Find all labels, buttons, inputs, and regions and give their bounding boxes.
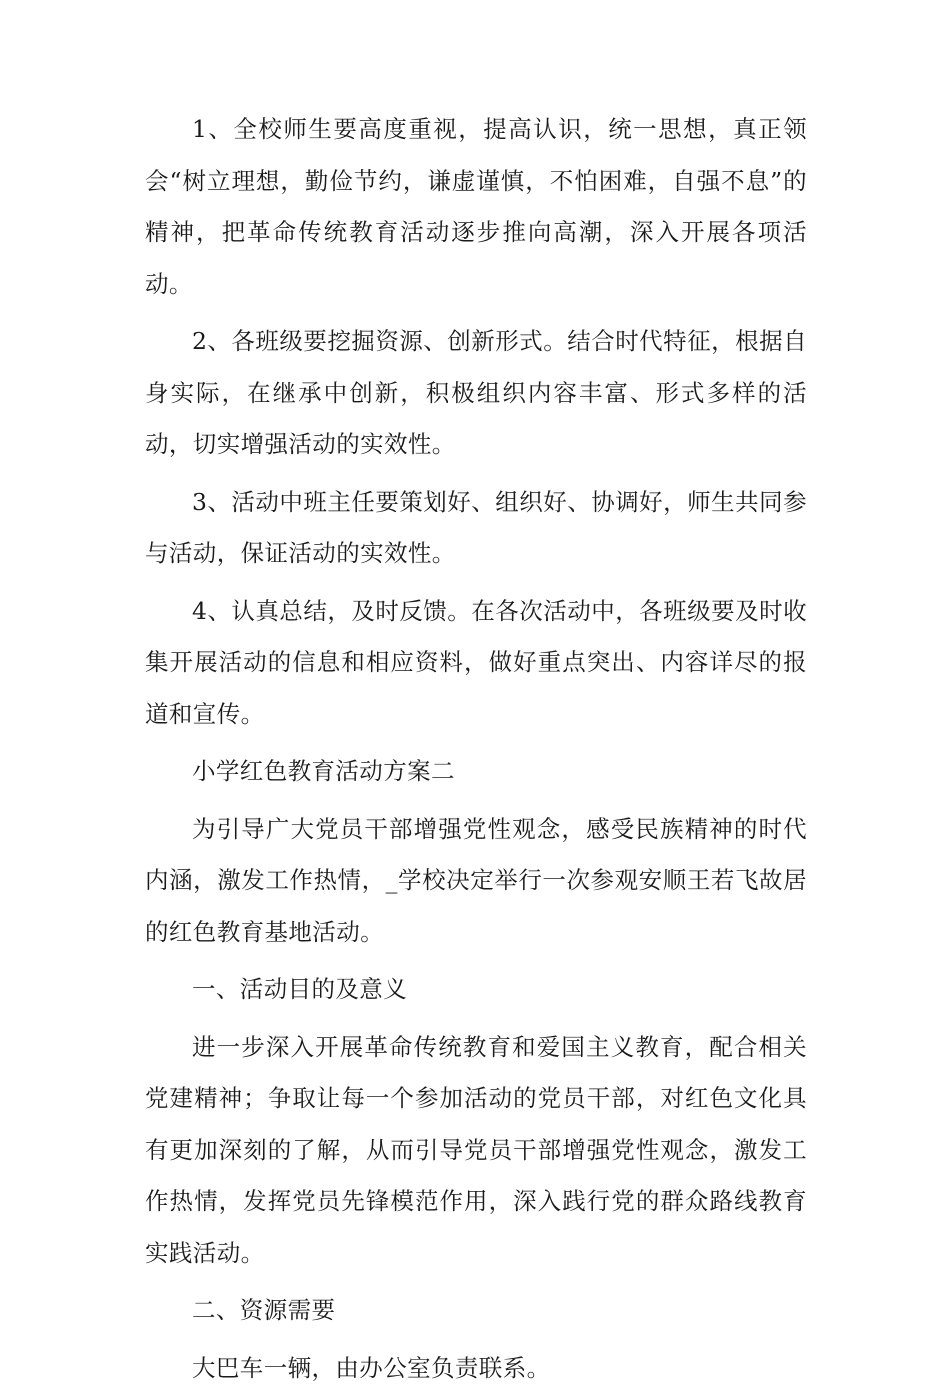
paragraph-resources: 大巴车一辆，由办公室负责联系。	[192, 1353, 551, 1382]
paragraph-item-3: 3、活动中班主任要策划好、组织好、协调好，师生共同参与活动，保证活动的实效性。	[145, 487, 807, 567]
paragraph-intro: 为引导广大党员干部增强党性观念，感受民族精神的时代内涵，激发工作热情，_学校决定举行一次参观安顺王若飞故居的红色教育基地活动。	[145, 814, 807, 946]
paragraph-item-1: 1、全校师生要高度重视，提高认识，统一思想，真正领会“树立理想，勤俭节约，谦虚谨慎，不怕困难，自强不息”的精神，把革命传统教育活动逐步推向高潮，深入开展各项活动。	[145, 115, 807, 298]
paragraph-item-2: 2、各班级要挖掘资源、创新形式。结合时代特征，根据自身实际，在继承中创新，积极组织内容丰富、形式多样的活动，切实增强活动的实效性。	[145, 327, 807, 458]
section-title-plan-two: 小学红色教育活动方案二	[192, 757, 455, 785]
paragraph-item-4: 4、认真总结，及时反馈。在各次活动中，各班级要及时收集开展活动的信息和相应资料，做好重点突出、内容详尽的报道和宣传。	[145, 596, 807, 728]
document-page	[145, 104, 807, 1400]
section-heading-purpose: 一、活动目的及意义	[192, 975, 408, 1003]
paragraph-purpose: 进一步深入开展革命传统教育和爱国主义教育，配合相关党建精神；争取让每一个参加活动的党员干部，对红色文化具有更加深刻的了解，从而引导党员干部增强党性观念，激发工作热情，发挥党员先锋模范作用，深入践行党的群众路线教育实践活动。	[145, 1032, 807, 1267]
section-heading-resources: 二、资源需要	[192, 1296, 336, 1324]
